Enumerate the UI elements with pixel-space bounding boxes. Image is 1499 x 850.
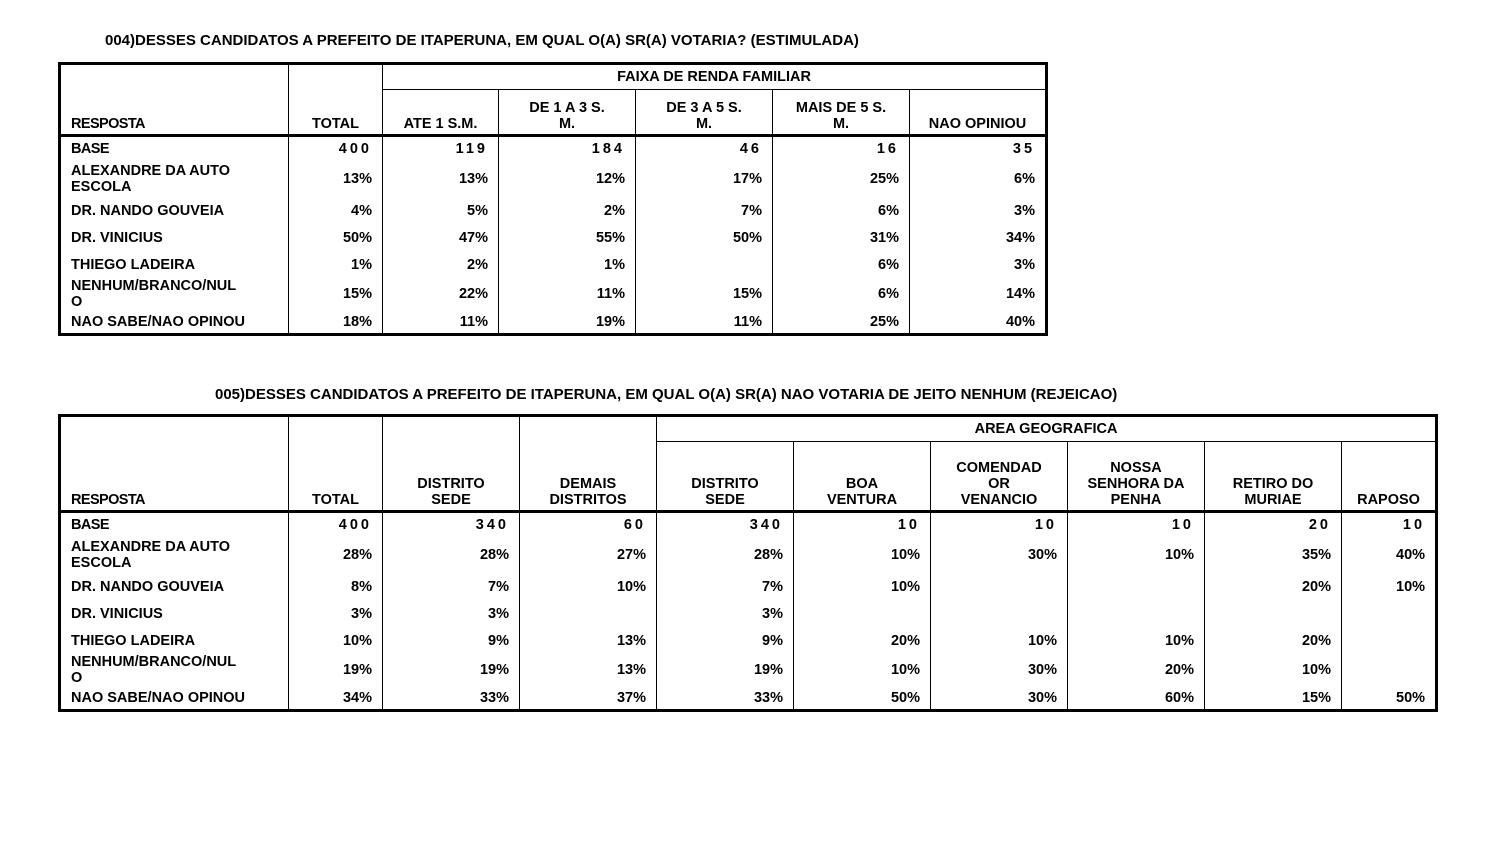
total-cell: 13% (289, 160, 383, 197)
total-cell: 10% (289, 627, 383, 654)
value-cell: 10% (1205, 654, 1342, 686)
value-cell: 12% (499, 160, 636, 197)
value-cell: 34% (910, 224, 1047, 251)
value-cell: 10 (931, 512, 1068, 537)
value-cell (1068, 600, 1205, 627)
table-row (60, 136, 1047, 161)
total-column-header: TOTAL (289, 64, 383, 136)
value-cell: 22% (383, 278, 499, 310)
value-cell: 10% (794, 654, 931, 686)
column-header: MAIS DE 5 S. M. (773, 90, 910, 136)
value-cell: 15% (1205, 686, 1342, 711)
table1-title: 004)DESSES CANDIDATOS A PREFEITO DE ITAPERUNA, EM QUAL O(A) SR(A) VOTARIA? (ESTIMULADA) (105, 32, 859, 49)
value-cell: 6% (773, 251, 910, 278)
row-label: THIEGO LADEIRA (60, 627, 289, 654)
total-cell: 400 (289, 512, 383, 537)
value-cell: 9% (383, 627, 520, 654)
value-cell (1068, 573, 1205, 600)
value-cell: 20% (1205, 627, 1342, 654)
total-cell: 19% (289, 654, 383, 686)
value-cell: 13% (520, 654, 657, 686)
value-cell (1342, 627, 1437, 654)
value-cell: 10% (1068, 536, 1205, 573)
column-header: RETIRO DO MURIAE (1205, 442, 1342, 512)
value-cell: 20% (794, 627, 931, 654)
value-cell: 20% (1205, 573, 1342, 600)
value-cell (1205, 600, 1342, 627)
response-column-header: RESPOSTA (60, 64, 289, 136)
geography-table (58, 414, 1438, 712)
row-label: BASE (60, 512, 289, 537)
table-row (60, 197, 1047, 224)
total-cell: 8% (289, 573, 383, 600)
column-header: NAO OPINIOU (910, 90, 1047, 136)
row-label: ALEXANDRE DA AUTO ESCOLA (60, 160, 289, 197)
value-cell: 10% (520, 573, 657, 600)
row-label: DR. NANDO GOUVEIA (60, 573, 289, 600)
value-cell: 50% (1342, 686, 1437, 711)
table-row (60, 600, 1437, 627)
value-cell: 184 (499, 136, 636, 161)
value-cell: 19% (657, 654, 794, 686)
value-cell (636, 251, 773, 278)
value-cell: 11% (499, 278, 636, 310)
value-cell: 30% (931, 536, 1068, 573)
column-header: DEMAIS DISTRITOS (520, 416, 657, 512)
value-cell: 47% (383, 224, 499, 251)
value-cell: 40% (1342, 536, 1437, 573)
value-cell: 25% (773, 310, 910, 335)
value-cell: 20 (1205, 512, 1342, 537)
geo-group-header: AREA GEOGRAFICA (657, 416, 1437, 442)
value-cell: 7% (383, 573, 520, 600)
value-cell: 340 (657, 512, 794, 537)
row-label: NENHUM/BRANCO/NUL O (60, 278, 289, 310)
table-row (60, 160, 1047, 197)
income-group-header: FAIXA DE RENDA FAMILIAR (383, 64, 1047, 90)
value-cell: 37% (520, 686, 657, 711)
row-label: THIEGO LADEIRA (60, 251, 289, 278)
row-label: DR. VINICIUS (60, 600, 289, 627)
value-cell (931, 573, 1068, 600)
row-label: NAO SABE/NAO OPINOU (60, 310, 289, 335)
value-cell: 60% (1068, 686, 1205, 711)
value-cell: 10 (1068, 512, 1205, 537)
value-cell: 3% (383, 600, 520, 627)
total-column-header: TOTAL (289, 416, 383, 512)
value-cell: 14% (910, 278, 1047, 310)
column-header: NOSSA SENHORA DA PENHA (1068, 442, 1205, 512)
value-cell: 10% (794, 536, 931, 573)
value-cell: 1% (499, 251, 636, 278)
total-cell: 50% (289, 224, 383, 251)
value-cell: 10 (1342, 512, 1437, 537)
value-cell: 10% (931, 627, 1068, 654)
value-cell: 2% (383, 251, 499, 278)
value-cell: 6% (910, 160, 1047, 197)
row-label: ALEXANDRE DA AUTO ESCOLA (60, 536, 289, 573)
table2-title: 005)DESSES CANDIDATOS A PREFEITO DE ITAPERUNA, EM QUAL O(A) SR(A) NAO VOTARIA DE JEITO NENHUM (REJEICAO) (215, 386, 1118, 403)
value-cell: 11% (636, 310, 773, 335)
value-cell: 30% (931, 654, 1068, 686)
value-cell: 6% (773, 278, 910, 310)
value-cell: 33% (383, 686, 520, 711)
value-cell: 10% (1068, 627, 1205, 654)
table-row (60, 278, 1047, 310)
value-cell (520, 600, 657, 627)
column-header: ATE 1 S.M. (383, 90, 499, 136)
value-cell: 50% (636, 224, 773, 251)
value-cell: 31% (773, 224, 910, 251)
table-row (60, 512, 1437, 537)
table-row (60, 224, 1047, 251)
table-row (60, 536, 1437, 573)
value-cell: 28% (383, 536, 520, 573)
total-cell: 400 (289, 136, 383, 161)
value-cell: 7% (636, 197, 773, 224)
value-cell: 16 (773, 136, 910, 161)
row-label: NAO SABE/NAO OPINOU (60, 686, 289, 711)
value-cell: 40% (910, 310, 1047, 335)
value-cell: 3% (910, 197, 1047, 224)
column-header: BOA VENTURA (794, 442, 931, 512)
row-label: BASE (60, 136, 289, 161)
table-row (60, 573, 1437, 600)
row-label: DR. NANDO GOUVEIA (60, 197, 289, 224)
value-cell (931, 600, 1068, 627)
value-cell: 7% (657, 573, 794, 600)
value-cell: 5% (383, 197, 499, 224)
value-cell: 35 (910, 136, 1047, 161)
total-cell: 18% (289, 310, 383, 335)
value-cell: 13% (383, 160, 499, 197)
total-cell: 34% (289, 686, 383, 711)
column-header: DISTRITO SEDE (657, 442, 794, 512)
value-cell: 9% (657, 627, 794, 654)
row-label: NENHUM/BRANCO/NUL O (60, 654, 289, 686)
table-row (60, 686, 1437, 711)
value-cell: 11% (383, 310, 499, 335)
value-cell: 19% (499, 310, 636, 335)
total-cell: 1% (289, 251, 383, 278)
value-cell: 55% (499, 224, 636, 251)
value-cell: 60 (520, 512, 657, 537)
value-cell: 30% (931, 686, 1068, 711)
value-cell: 119 (383, 136, 499, 161)
table-row (60, 627, 1437, 654)
value-cell: 6% (773, 197, 910, 224)
column-header: DE 3 A 5 S. M. (636, 90, 773, 136)
column-header: RAPOSO (1342, 442, 1437, 512)
income-table (58, 62, 1048, 336)
total-cell: 4% (289, 197, 383, 224)
row-label: DR. VINICIUS (60, 224, 289, 251)
value-cell: 2% (499, 197, 636, 224)
total-cell: 28% (289, 536, 383, 573)
column-header: DISTRITO SEDE (383, 416, 520, 512)
value-cell: 35% (1205, 536, 1342, 573)
value-cell: 13% (520, 627, 657, 654)
value-cell: 10 (794, 512, 931, 537)
value-cell: 25% (773, 160, 910, 197)
column-header: DE 1 A 3 S. M. (499, 90, 636, 136)
column-header: COMENDAD OR VENANCIO (931, 442, 1068, 512)
value-cell: 17% (636, 160, 773, 197)
table-row (60, 251, 1047, 278)
response-column-header: RESPOSTA (60, 416, 289, 512)
value-cell: 19% (383, 654, 520, 686)
value-cell: 10% (1342, 573, 1437, 600)
total-cell: 3% (289, 600, 383, 627)
table-row (60, 654, 1437, 686)
value-cell: 3% (910, 251, 1047, 278)
value-cell: 340 (383, 512, 520, 537)
total-cell: 15% (289, 278, 383, 310)
value-cell: 10% (794, 573, 931, 600)
value-cell: 33% (657, 686, 794, 711)
value-cell: 50% (794, 686, 931, 711)
value-cell: 3% (657, 600, 794, 627)
value-cell: 15% (636, 278, 773, 310)
value-cell: 20% (1068, 654, 1205, 686)
value-cell (794, 600, 931, 627)
value-cell (1342, 600, 1437, 627)
value-cell: 28% (657, 536, 794, 573)
value-cell (1342, 654, 1437, 686)
value-cell: 46 (636, 136, 773, 161)
table-row (60, 310, 1047, 335)
value-cell: 27% (520, 536, 657, 573)
